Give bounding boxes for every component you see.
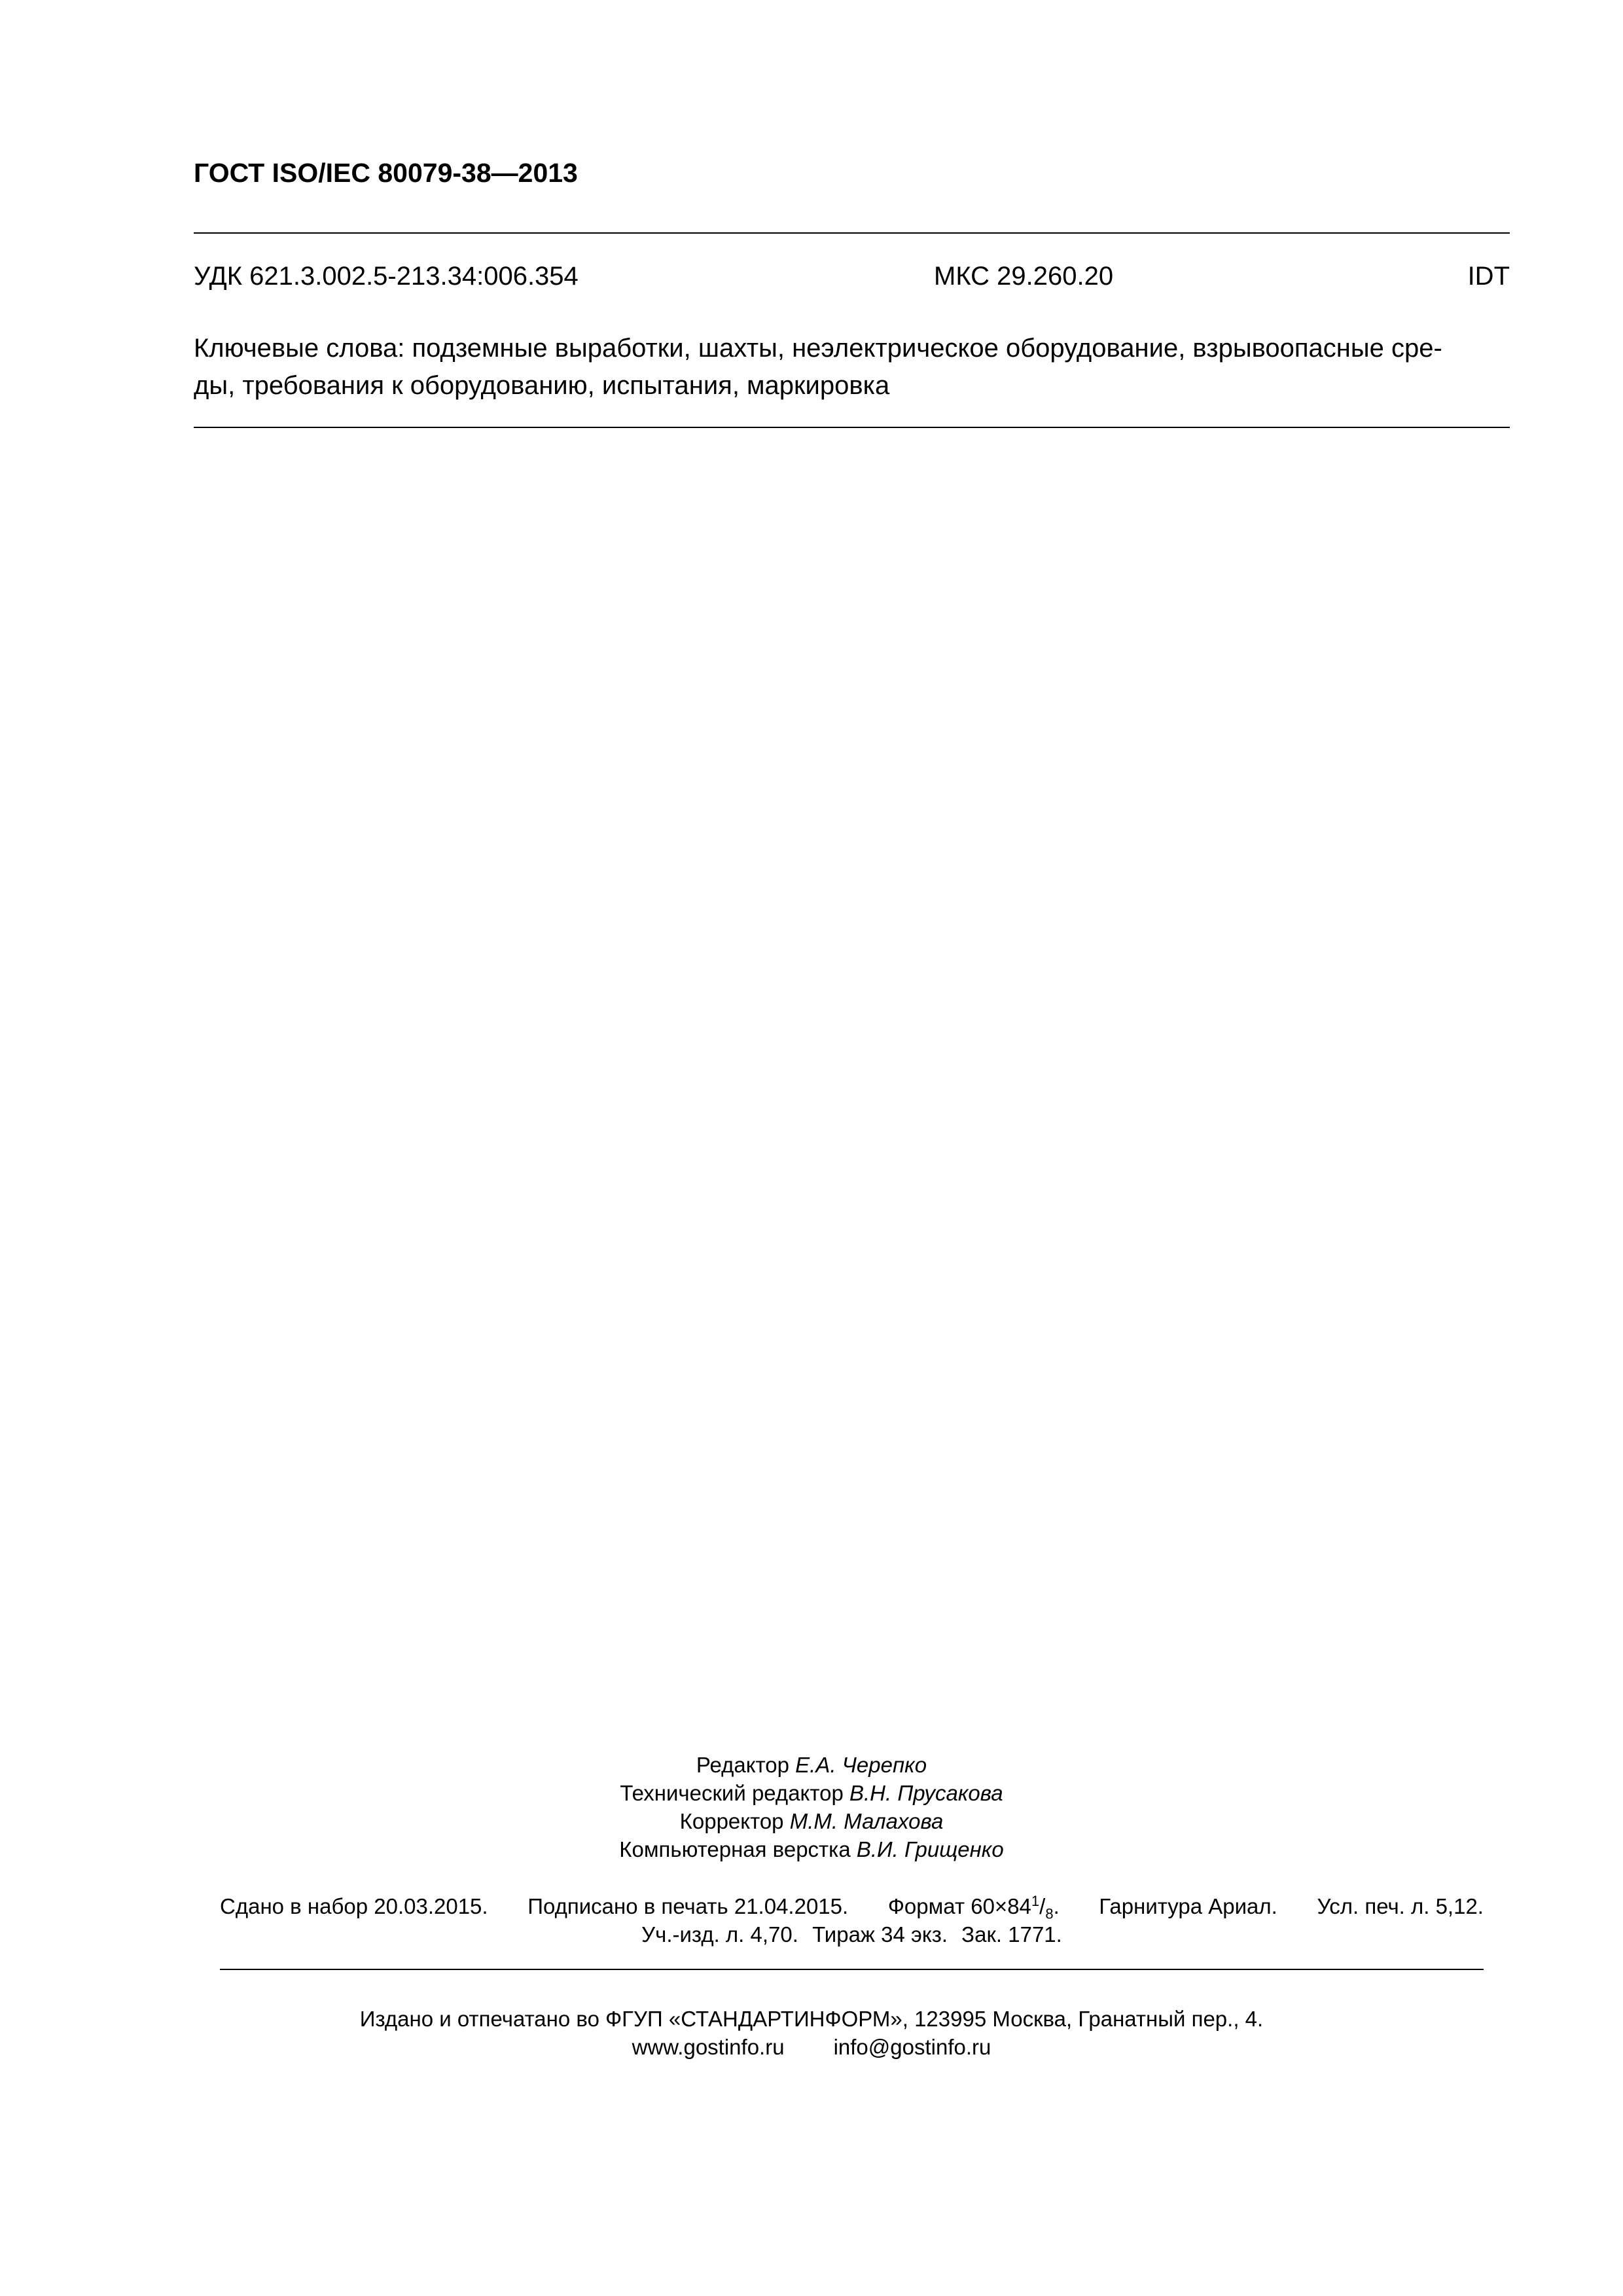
credit-role: Редактор — [696, 1753, 789, 1777]
credit-role: Корректор — [679, 1809, 784, 1833]
credits-block — [0, 1751, 1623, 1863]
credit-name: Е.А. Черепко — [795, 1753, 927, 1777]
paper-format: Формат $60\times 84^1/_8$. — [887, 1893, 1060, 1922]
typeset-date: Сдано в набор 20.03.2015. — [220, 1894, 488, 1918]
print-info-row-1 — [220, 1892, 1484, 1920]
divider-bottom — [220, 1969, 1484, 1970]
publisher-sheets: Уч.-изд. л. 4,70. — [641, 1922, 798, 1946]
udk-code: УДК 621.3.002.5-213.34:006.354 — [194, 262, 579, 291]
publisher-address: Издано и отпечатано во ФГУП «СТАНДАРТИНФОРМ», 123995 Москва, Гранатный пер., 4. — [359, 2007, 1264, 2031]
signed-date: Подписано в печать 21.04.2015. — [527, 1894, 849, 1918]
idt-label: IDT — [1467, 262, 1510, 291]
print-info-block — [220, 1892, 1484, 1948]
format-denominator: 8 — [1045, 1905, 1054, 1922]
typeface: Гарнитура Ариал. — [1099, 1894, 1277, 1918]
circulation: Тираж 34 экз. — [812, 1922, 948, 1946]
credit-role: Компьютерная верстка — [619, 1837, 851, 1861]
credit-name: В.И. Грищенко — [856, 1837, 1004, 1861]
credit-name: В.Н. Прусакова — [849, 1781, 1003, 1805]
print-sheets: Усл. печ. л. 5,12. — [1317, 1894, 1484, 1918]
divider-top — [194, 232, 1510, 234]
credit-layout — [0, 1835, 1623, 1863]
website-link[interactable]: www.gostinfo.ru — [632, 2035, 785, 2059]
standard-code: ГОСТ ISO/IEC 80079-38—2013 — [194, 158, 578, 188]
keywords-paragraph — [194, 330, 1510, 404]
print-info-row-2 — [220, 1920, 1484, 1948]
keywords-line-1: Ключевые слова: подземные выработки, шахты, неэлектрическое оборудование, взрывоопасные сре- — [194, 334, 1442, 363]
credit-role: Технический редактор — [620, 1781, 844, 1805]
credit-editor — [0, 1751, 1623, 1779]
mks-code: МКС 29.260.20 — [934, 262, 1114, 291]
credit-proofreader — [0, 1807, 1623, 1835]
keywords-line-2: ды, требования к оборудованию, испытания, маркировка — [194, 371, 890, 400]
order-number: Зак. 1771. — [961, 1922, 1062, 1946]
credit-technical-editor — [0, 1779, 1623, 1807]
credit-name: М.М. Малахова — [789, 1809, 944, 1833]
format-numerator: 1 — [1031, 1893, 1040, 1909]
publisher-contacts — [0, 2033, 1623, 2061]
email-link[interactable]: info@gostinfo.ru — [833, 2035, 991, 2059]
divider-keywords — [194, 427, 1510, 428]
publisher-block — [0, 2005, 1623, 2061]
